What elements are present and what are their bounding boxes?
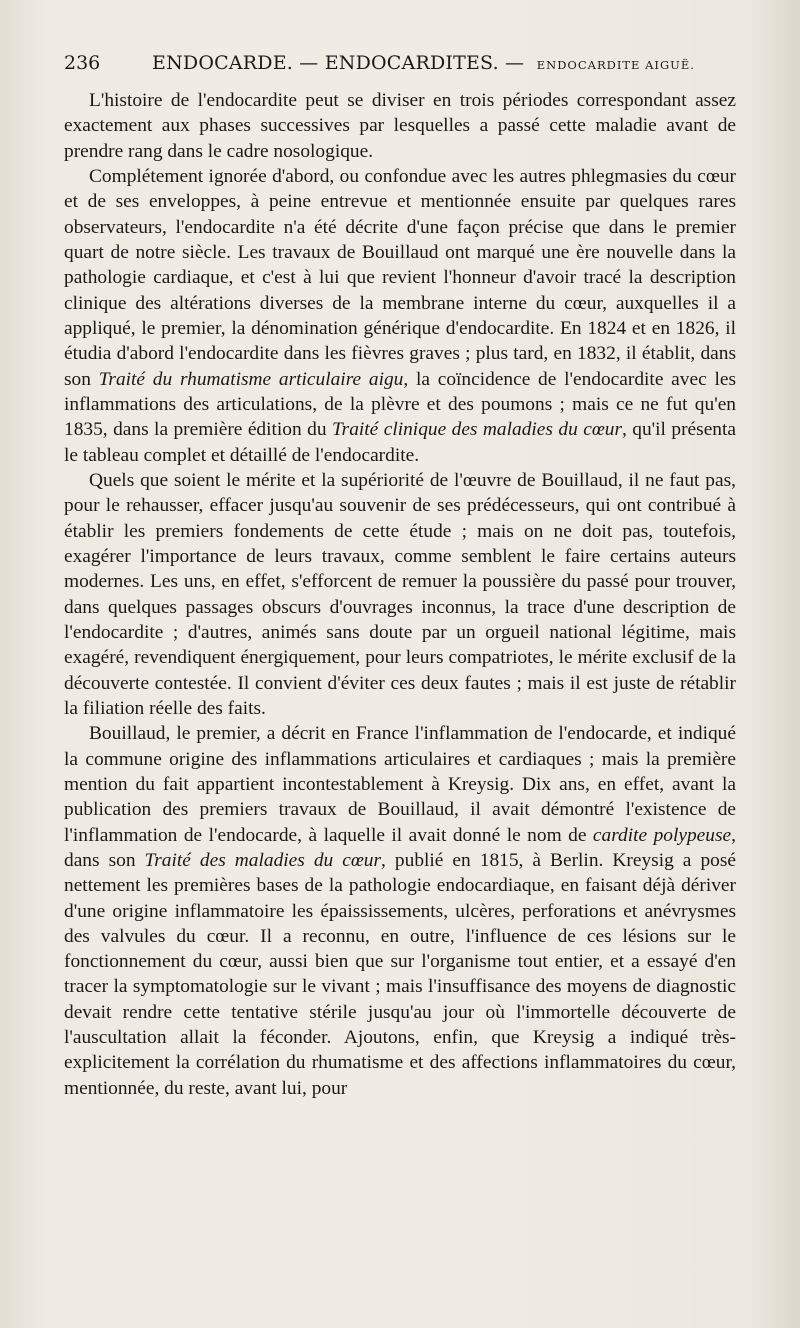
text-run: , qu'il présenta le tableau complet et détaillé de l'endocardite. bbox=[64, 419, 736, 466]
text-run: , la coïncidence de l'endocardite avec les inflammations des articulations, de la plèvre et des poumons ; mais ce ne fut qu'en 1835, dans la première édition du bbox=[64, 368, 736, 441]
text-run: , publié en 1815, à Berlin. Kreysig a posé nettement les premières bases de la pathologie endocardiaque, en faisant déjà dériver d'une origine inflammatoire les épaississements, ulcères, perforations et anévrysmes des valvules du cœur. Il a reconnu, en outre, l'influence de ces lésions sur le fonctionnement du cœur, aussi bien que sur l'organisme tout entier, et a essayé d'en tracer la symptomatologie sur le vivant ; mais l'insuffisance des moyens de diagnostic devait rendre cette tentative stérile jusqu'au jour où l'immortelle découverte de l'auscultation allait la féconder. Ajoutons, enfin, que Kreysig a indiqué très-explicitement la corrélation du rhumatisme et des affections inflammatoires du cœur, mentionnée, du reste, avant lui, pour bbox=[64, 849, 736, 1099]
body-text bbox=[64, 88, 736, 1101]
italic-title: cardite polypeuse bbox=[592, 824, 732, 846]
paragraph-3 bbox=[64, 468, 736, 721]
italic-title: Traité clinique des maladies du cœur bbox=[331, 419, 622, 441]
page-header bbox=[64, 52, 736, 82]
running-title-sub: ENDOCARDITE AIGUË. bbox=[536, 58, 695, 72]
paragraph-1 bbox=[64, 88, 736, 164]
running-title bbox=[152, 52, 695, 74]
paragraph-4 bbox=[64, 721, 736, 1101]
italic-title: Traité du rhumatisme articulaire aigu bbox=[98, 368, 404, 390]
paragraph-2 bbox=[64, 164, 736, 468]
text-run: Bouillaud, le premier, a décrit en France l'inflammation de l'endocarde, et indiqué la commune origine des inflammations articulaires et cardiaques ; mais la première mention du fait appartient incontestablement à Kreysig. Dix ans, en effet, avant la publication des premiers travaux de Bouillaud, il avait démontré l'existence de l'inflammation de l'endocarde, à laquelle il avait donné le nom de bbox=[64, 723, 736, 846]
text-run: , dans son bbox=[64, 824, 736, 871]
text-run: Complétement ignorée d'abord, ou confondue avec les autres phlegmasies du cœur et de ses enveloppes, à peine entrevue et mentionnée ensuite par quelques rares observateurs, l'endocardite n'a été décrite d'une façon précise que dans le premier quart de notre siècle. Les travaux de Bouillaud ont marqué une ère nouvelle dans la pathologie cardiaque, et c'est à lui que revient l'honneur d'avoir tracé la description clinique des altérations diverses de la membrane interne du cœur, auxquelles il a appliqué, le premier, la dénomination générique d'endocardite. En 1824 et en 1826, il étudia d'abord l'endocardite dans les fièvres graves ; plus tard, en 1832, il établit, dans son bbox=[64, 165, 736, 390]
italic-title: Traité des maladies du cœur bbox=[144, 849, 382, 871]
running-title-main: ENDOCARDE. — ENDOCARDITES. — bbox=[152, 52, 525, 74]
text-run: Quels que soient le mérite et la supériorité de l'œuvre de Bouillaud, il ne faut pas, pour le rehausser, effacer jusqu'au souvenir de ses prédécesseurs, qui ont contribué à établir les premiers fondements de cette étude ; mais on ne doit pas, toutefois, exagérer l'importance de leurs travaux, comme semblent le faire certains auteurs modernes. Les uns, en effet, s'efforcent de remuer la poussière du passé pour trouver, dans quelques passages obscurs d'ouvrages inconnus, la trace d'une description de l'endocardite ; d'autres, animés sans doute par un orgueil national légitime, mais exagéré, revendiquent énergiquement, pour leurs compatriotes, le mérite exclusif de la découverte contestée. Il convient d'éviter ces deux fautes ; mais il est juste de rétablir la filiation réelle des faits. bbox=[64, 469, 736, 719]
text-run: L'histoire de l'endocardite peut se diviser en trois périodes correspondant assez exactement aux phases successives par lesquelles a passé cette maladie avant de prendre rang dans le cadre nosologique. bbox=[64, 90, 736, 162]
page-number: 236 bbox=[64, 52, 101, 74]
